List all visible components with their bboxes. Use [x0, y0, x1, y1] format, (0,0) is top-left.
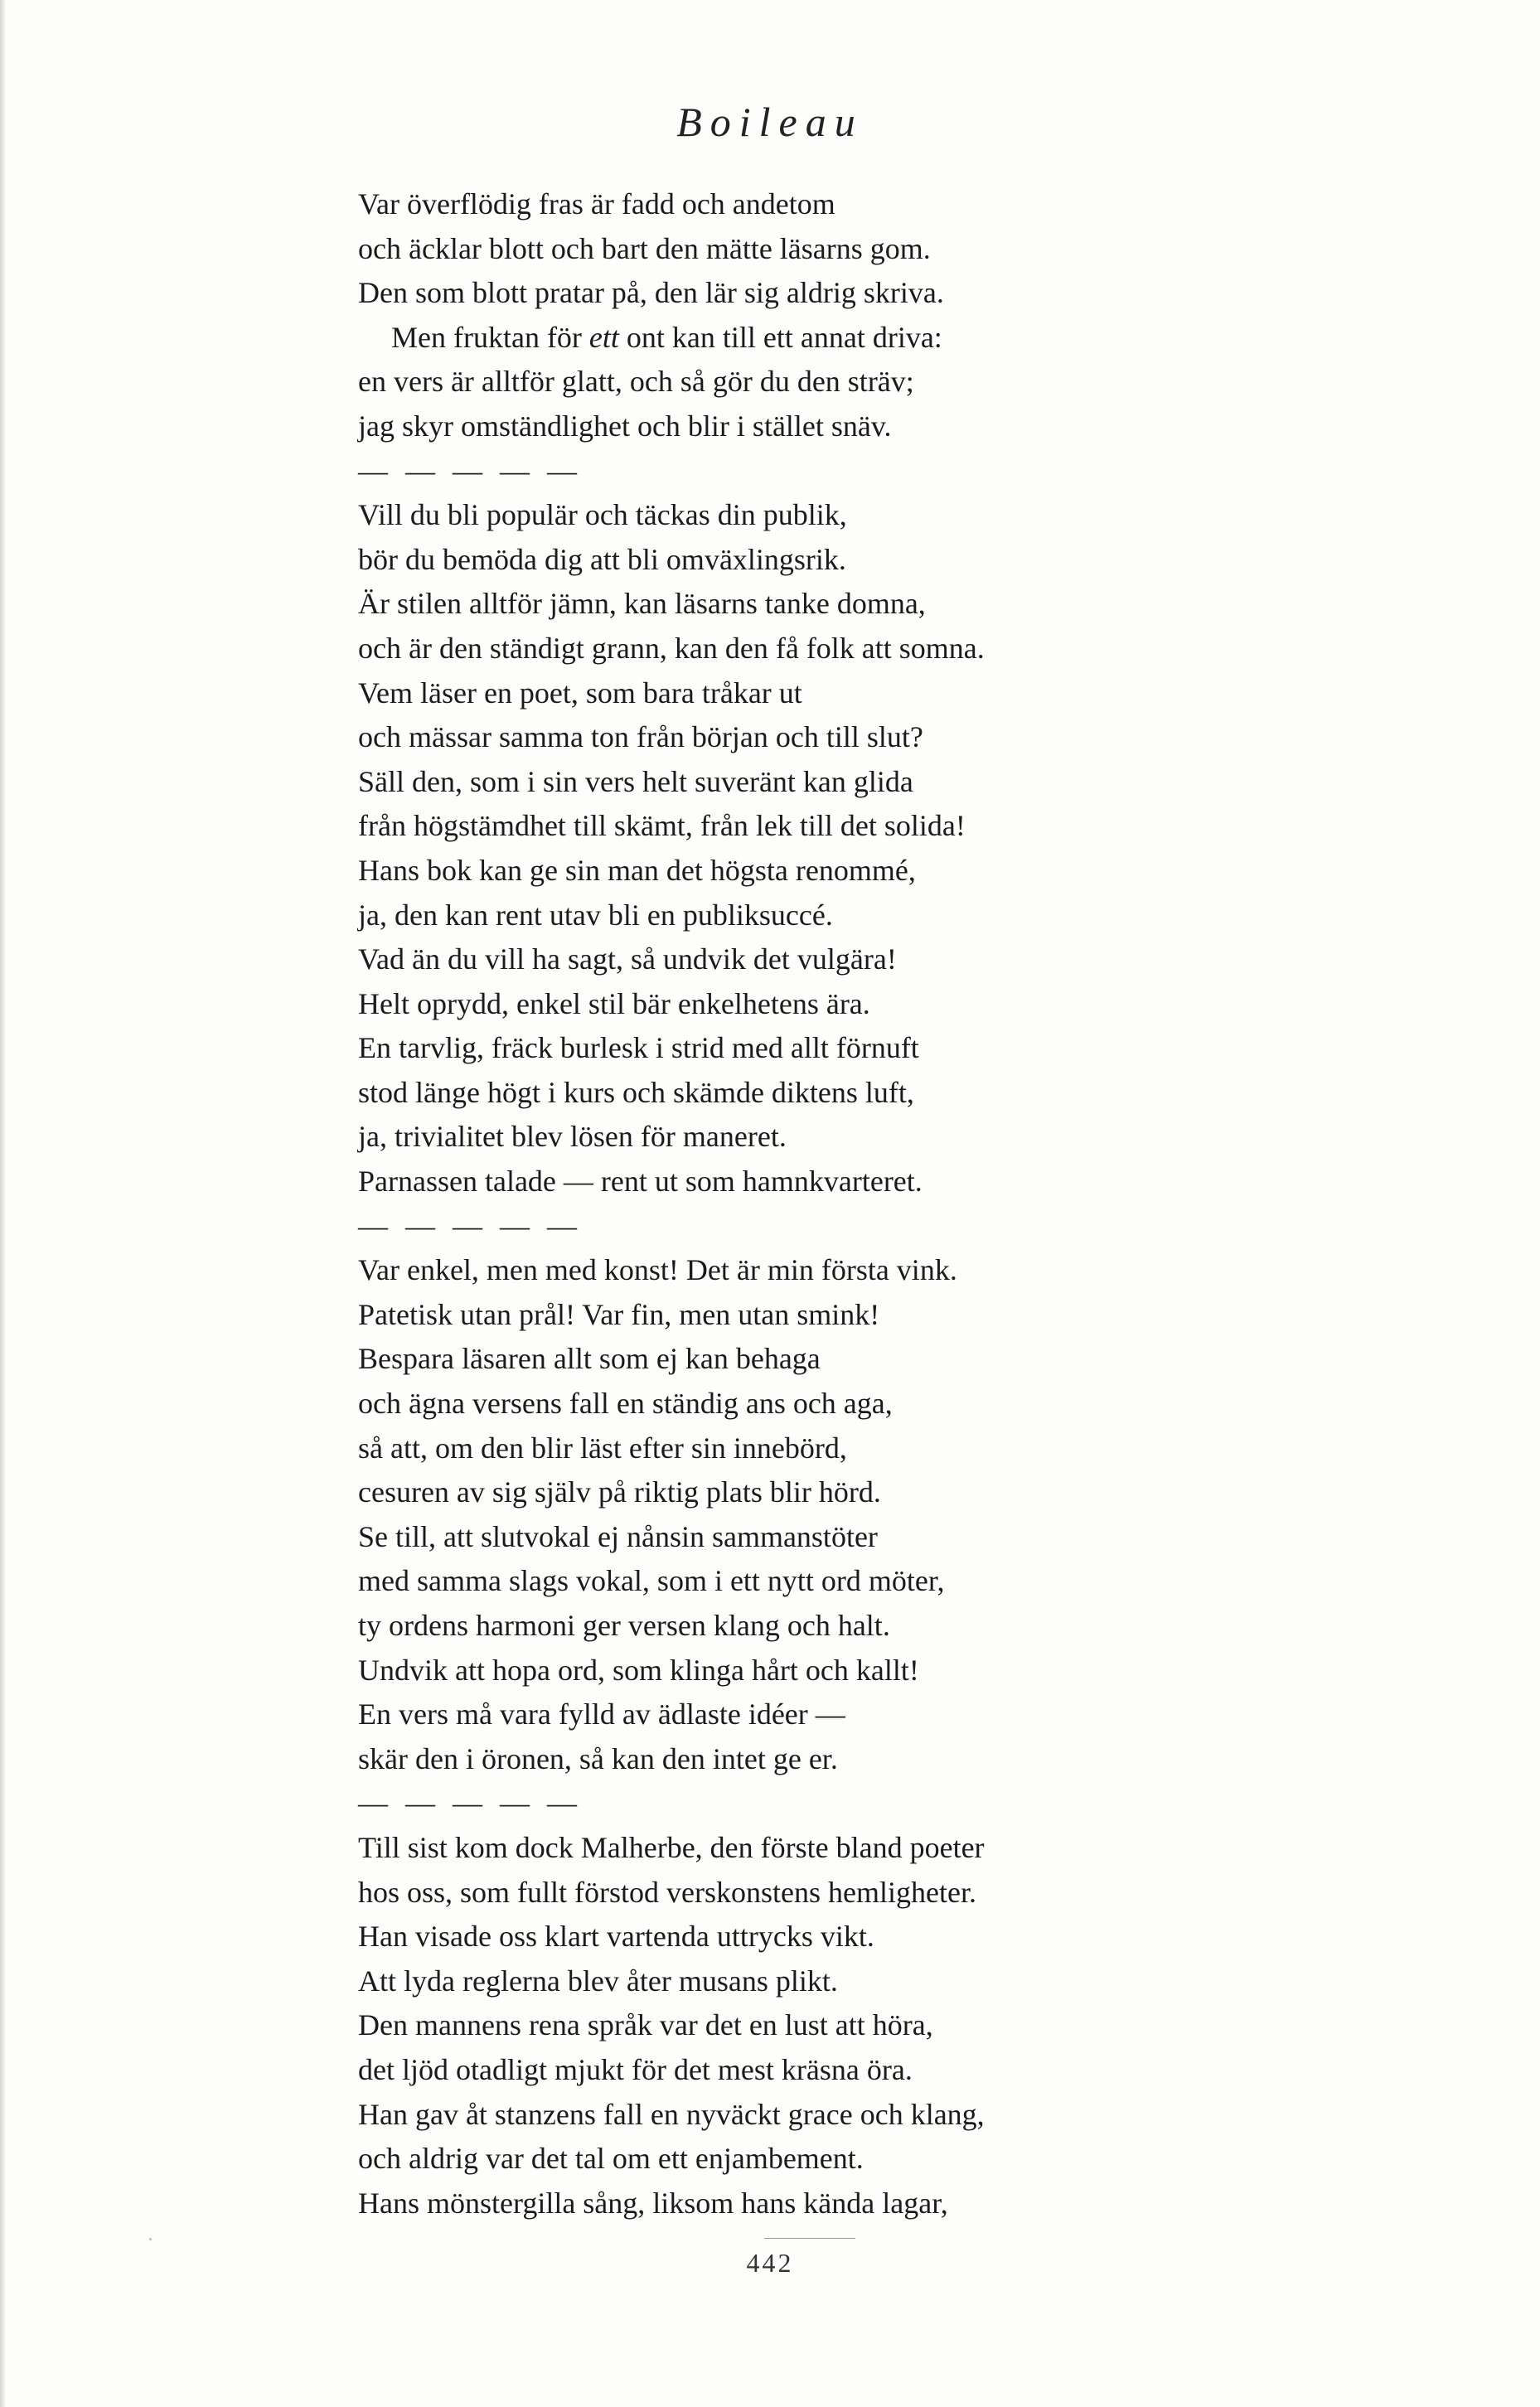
verse-line: en vers är alltför glatt, och så gör du den sträv; [358, 365, 914, 399]
verse-line: Bespara läsaren allt som ej kan behaga [358, 1342, 821, 1376]
verse-line: Var överflödig fras är fadd och andetom [358, 187, 835, 220]
verse-line: Hans mönstergilla sång, liksom hans kända lagar, [358, 2186, 948, 2220]
verse-line: och äcklar blott och bart den mätte läsarns gom. [358, 231, 931, 265]
section-separator: — — — — — [358, 453, 582, 487]
verse-line: Se till, att slutvokal ej nånsin sammanstöter [358, 1519, 878, 1553]
running-head: Boileau [676, 99, 864, 145]
verse-line: Vad än du vill ha sagt, så undvik det vulgära! [358, 942, 897, 976]
verse-line: cesuren av sig själv på riktig plats blir hörd. [358, 1475, 881, 1509]
section-separator: — — — — — [358, 1786, 582, 1820]
verse-line: Att lyda reglerna blev åter musans plikt. [358, 1964, 838, 1998]
page-edge-shadow [0, 0, 5, 2407]
stanza [358, 182, 1353, 449]
verse-line: Var enkel, men med konst! Det är min första vink. [358, 1253, 957, 1287]
verse-line: Hans bok kan ge sin man det högsta renommé, [358, 853, 916, 887]
verse-line: ty ordens harmoni ger versen klang och halt. [358, 1609, 890, 1642]
verse-line: Han visade oss klart vartenda uttrycks vikt. [358, 1920, 874, 1954]
stanza [358, 1248, 1353, 1781]
verse-line: Undvik att hopa ord, som klinga hårt och kallt! [358, 1653, 919, 1687]
verse-line: Vill du bli populär och täckas din publik, [358, 498, 847, 532]
verse-line: med samma slags vokal, som i ett nytt ord möter, [358, 1564, 945, 1598]
verse-line: Han gav åt stanzens fall en nyväckt grace och klang, [358, 2097, 985, 2131]
verse-line: En tarvlig, fräck burlesk i strid med allt förnuft [358, 1031, 919, 1065]
verse-line: så att, om den blir läst efter sin innebörd, [358, 1431, 847, 1465]
verse-line: från högstämdhet till skämt, från lek till det solida! [358, 809, 966, 843]
verse-line: bör du bemöda dig att bli omväxlingsrik. [358, 542, 846, 576]
verse-line: Helt oprydd, enkel stil bär enkelhetens ära. [358, 986, 870, 1020]
verse-line: ja, trivialitet blev lösen för maneret. [358, 1120, 787, 1154]
stanza [358, 493, 1353, 1204]
stanza [358, 1826, 1353, 2225]
section-separator: — — — — — [358, 1208, 582, 1242]
verse-line: Den som blott pratar på, den lär sig aldrig skriva. [358, 276, 944, 310]
verse-line: hos oss, som fullt förstod verskonstens hemligheter. [358, 1875, 976, 1909]
verse-line: och är den ständigt grann, kan den få folk att somna. [358, 631, 985, 665]
verse-line: och aldrig var det tal om ett enjambement. [358, 2142, 864, 2176]
verse-line: jag skyr omständlighet och blir i stället snäv. [358, 409, 892, 443]
verse-line: Till sist kom dock Malherbe, den förste bland poeter [358, 1830, 985, 1864]
verse-line: Parnassen talade — rent ut som hamnkvarteret. [358, 1165, 923, 1199]
page-number: 442 [746, 2248, 794, 2278]
verse-line: Vem läser en poet, som bara tråkar ut [358, 676, 802, 710]
emphasis-ett: ett [588, 320, 619, 354]
verse-line: En vers må vara fylld av ädlaste idéer — [358, 1697, 845, 1731]
page-number-rule [764, 2238, 855, 2239]
poem-body [358, 182, 1353, 2225]
verse-line: Men fruktan för ett ont kan till ett annat driva: [391, 320, 942, 354]
verse-line: skär den i öronen, så kan den intet ge er. [358, 1741, 838, 1775]
verse-line: ja, den kan rent utav bli en publiksuccé. [358, 898, 833, 932]
paper-speck [149, 2238, 152, 2240]
verse-line: det ljöd otadligt mjukt för det mest kräsna öra. [358, 2052, 913, 2086]
verse-line: Är stilen alltför jämn, kan läsarns tanke domna, [358, 587, 926, 621]
verse-line: stod länge högt i kurs och skämde diktens luft, [358, 1075, 914, 1109]
verse-line: och mässar samma ton från början och till slut? [358, 720, 923, 754]
verse-line: Patetisk utan prål! Var fin, men utan smink! [358, 1297, 880, 1331]
verse-line: Den mannens rena språk var det en lust att höra, [358, 2008, 933, 2042]
verse-line: Säll den, som i sin vers helt suveränt kan glida [358, 764, 913, 798]
verse-line: och ägna versens fall en ständig ans och aga, [358, 1387, 893, 1421]
